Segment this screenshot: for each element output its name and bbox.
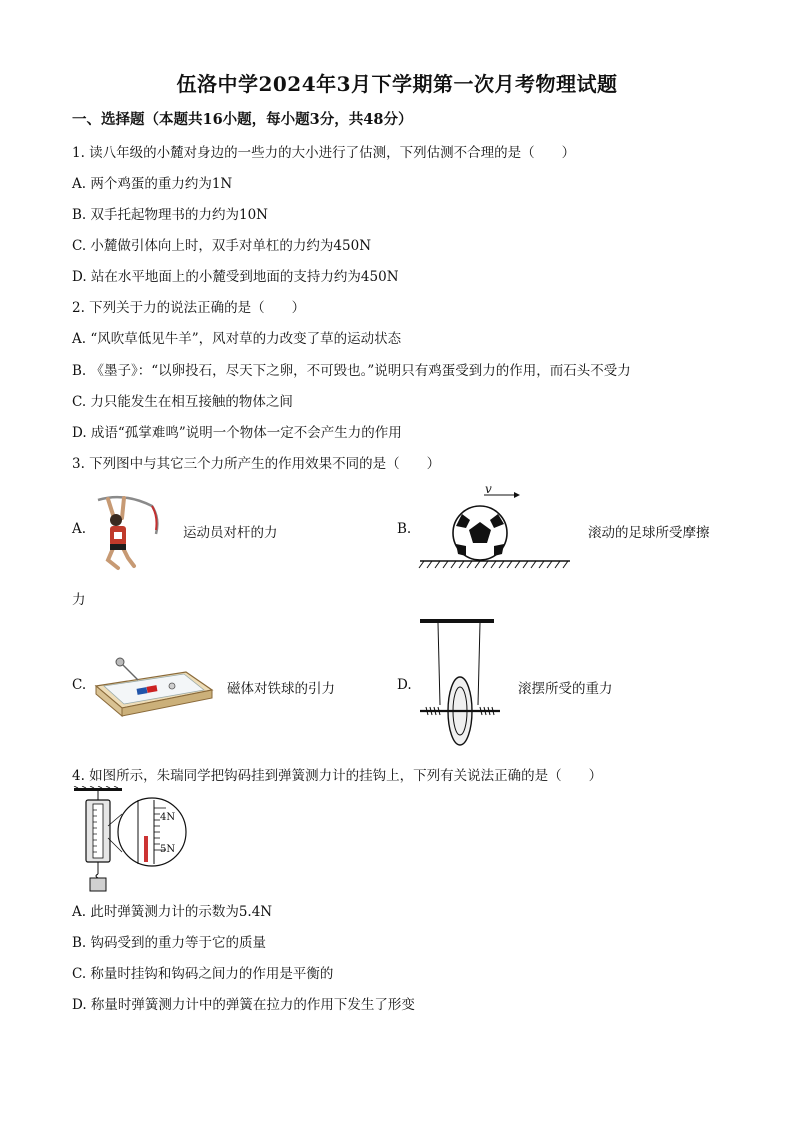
q1-option-d: D. 站在水平地面上的小麓受到地面的支持力约为450N	[72, 269, 399, 285]
q3-option-c-text: 磁体对铁球的引力	[227, 681, 335, 697]
q2-stem: 2. 下列关于力的说法正确的是（ ）	[72, 300, 306, 316]
magnet-tray-figure	[92, 650, 216, 722]
pole-vaulter-figure	[94, 490, 164, 572]
q3-option-a-letter: A.	[72, 521, 87, 537]
q4-option-b: B. 钩码受到的重力等于它的质量	[72, 935, 267, 951]
q2-option-a: A. “风吹草低见牛羊”，风对草的力改变了草的运动状态	[72, 331, 402, 347]
q1-option-c: C. 小麓做引体向上时，双手对单杠的力约为450N	[72, 238, 372, 254]
q2-option-c: C. 力只能发生在相互接触的物体之间	[72, 394, 293, 410]
q4-stem: 4. 如图所示，朱瑞同学把钩码挂到弹簧测力计的挂钩上，下列有关说法正确的是（ ）	[72, 768, 603, 784]
page-title: 伍洛中学2024年3月下学期第一次月考物理试题	[176, 72, 618, 96]
q4-option-d: D. 称量时弹簧测力计中的弹簧在拉力的作用下发生了形变	[72, 997, 415, 1013]
q4-option-c: C. 称量时挂钩和钩码之间力的作用是平衡的	[72, 966, 334, 982]
q3-stem: 3. 下列图中与其它三个力所产生的作用效果不同的是（ ）	[72, 456, 441, 472]
velocity-label: v	[485, 482, 492, 496]
q2-option-d: D. 成语“孤掌难鸣”说明一个物体一定不会产生力的作用	[72, 425, 402, 441]
q3-option-d-text: 滚摆所受的重力	[518, 681, 613, 697]
q3-option-a-text: 运动员对杆的力	[183, 525, 278, 541]
q3-option-b-letter: B.	[397, 521, 412, 537]
q3-option-b-wrap: 力	[72, 592, 86, 608]
q4-option-a: A. 此时弹簧测力计的示数为5.4N	[72, 904, 273, 920]
spring-scale-figure	[72, 786, 202, 894]
q1-stem: 1. 读八年级的小麓对身边的一些力的大小进行了估测，下列估测不合理的是（ ）	[72, 145, 576, 161]
q3-option-d-letter: D.	[397, 677, 412, 693]
rolling-ball-figure	[414, 484, 576, 572]
section-heading: 一、选择题（本题共16小题，每小题3分，共48分）	[72, 111, 413, 128]
q1-option-a: A. 两个鸡蛋的重力约为1N	[72, 176, 233, 192]
q2-option-b: B. 《墨子》：“以卵投石，尽天下之卵，不可毁也。”说明只有鸡蛋受到力的作用，而石头不受力	[72, 363, 631, 379]
q3-option-c-letter: C.	[72, 677, 87, 693]
maxwell-pendulum-figure	[414, 617, 506, 749]
q3-option-b-text: 滚动的足球所受摩擦	[588, 525, 710, 541]
scale-label-4n: 4N	[160, 812, 176, 823]
q1-option-b: B. 双手托起物理书的力约为10N	[72, 207, 268, 223]
scale-label-5n: 5N	[160, 844, 176, 855]
